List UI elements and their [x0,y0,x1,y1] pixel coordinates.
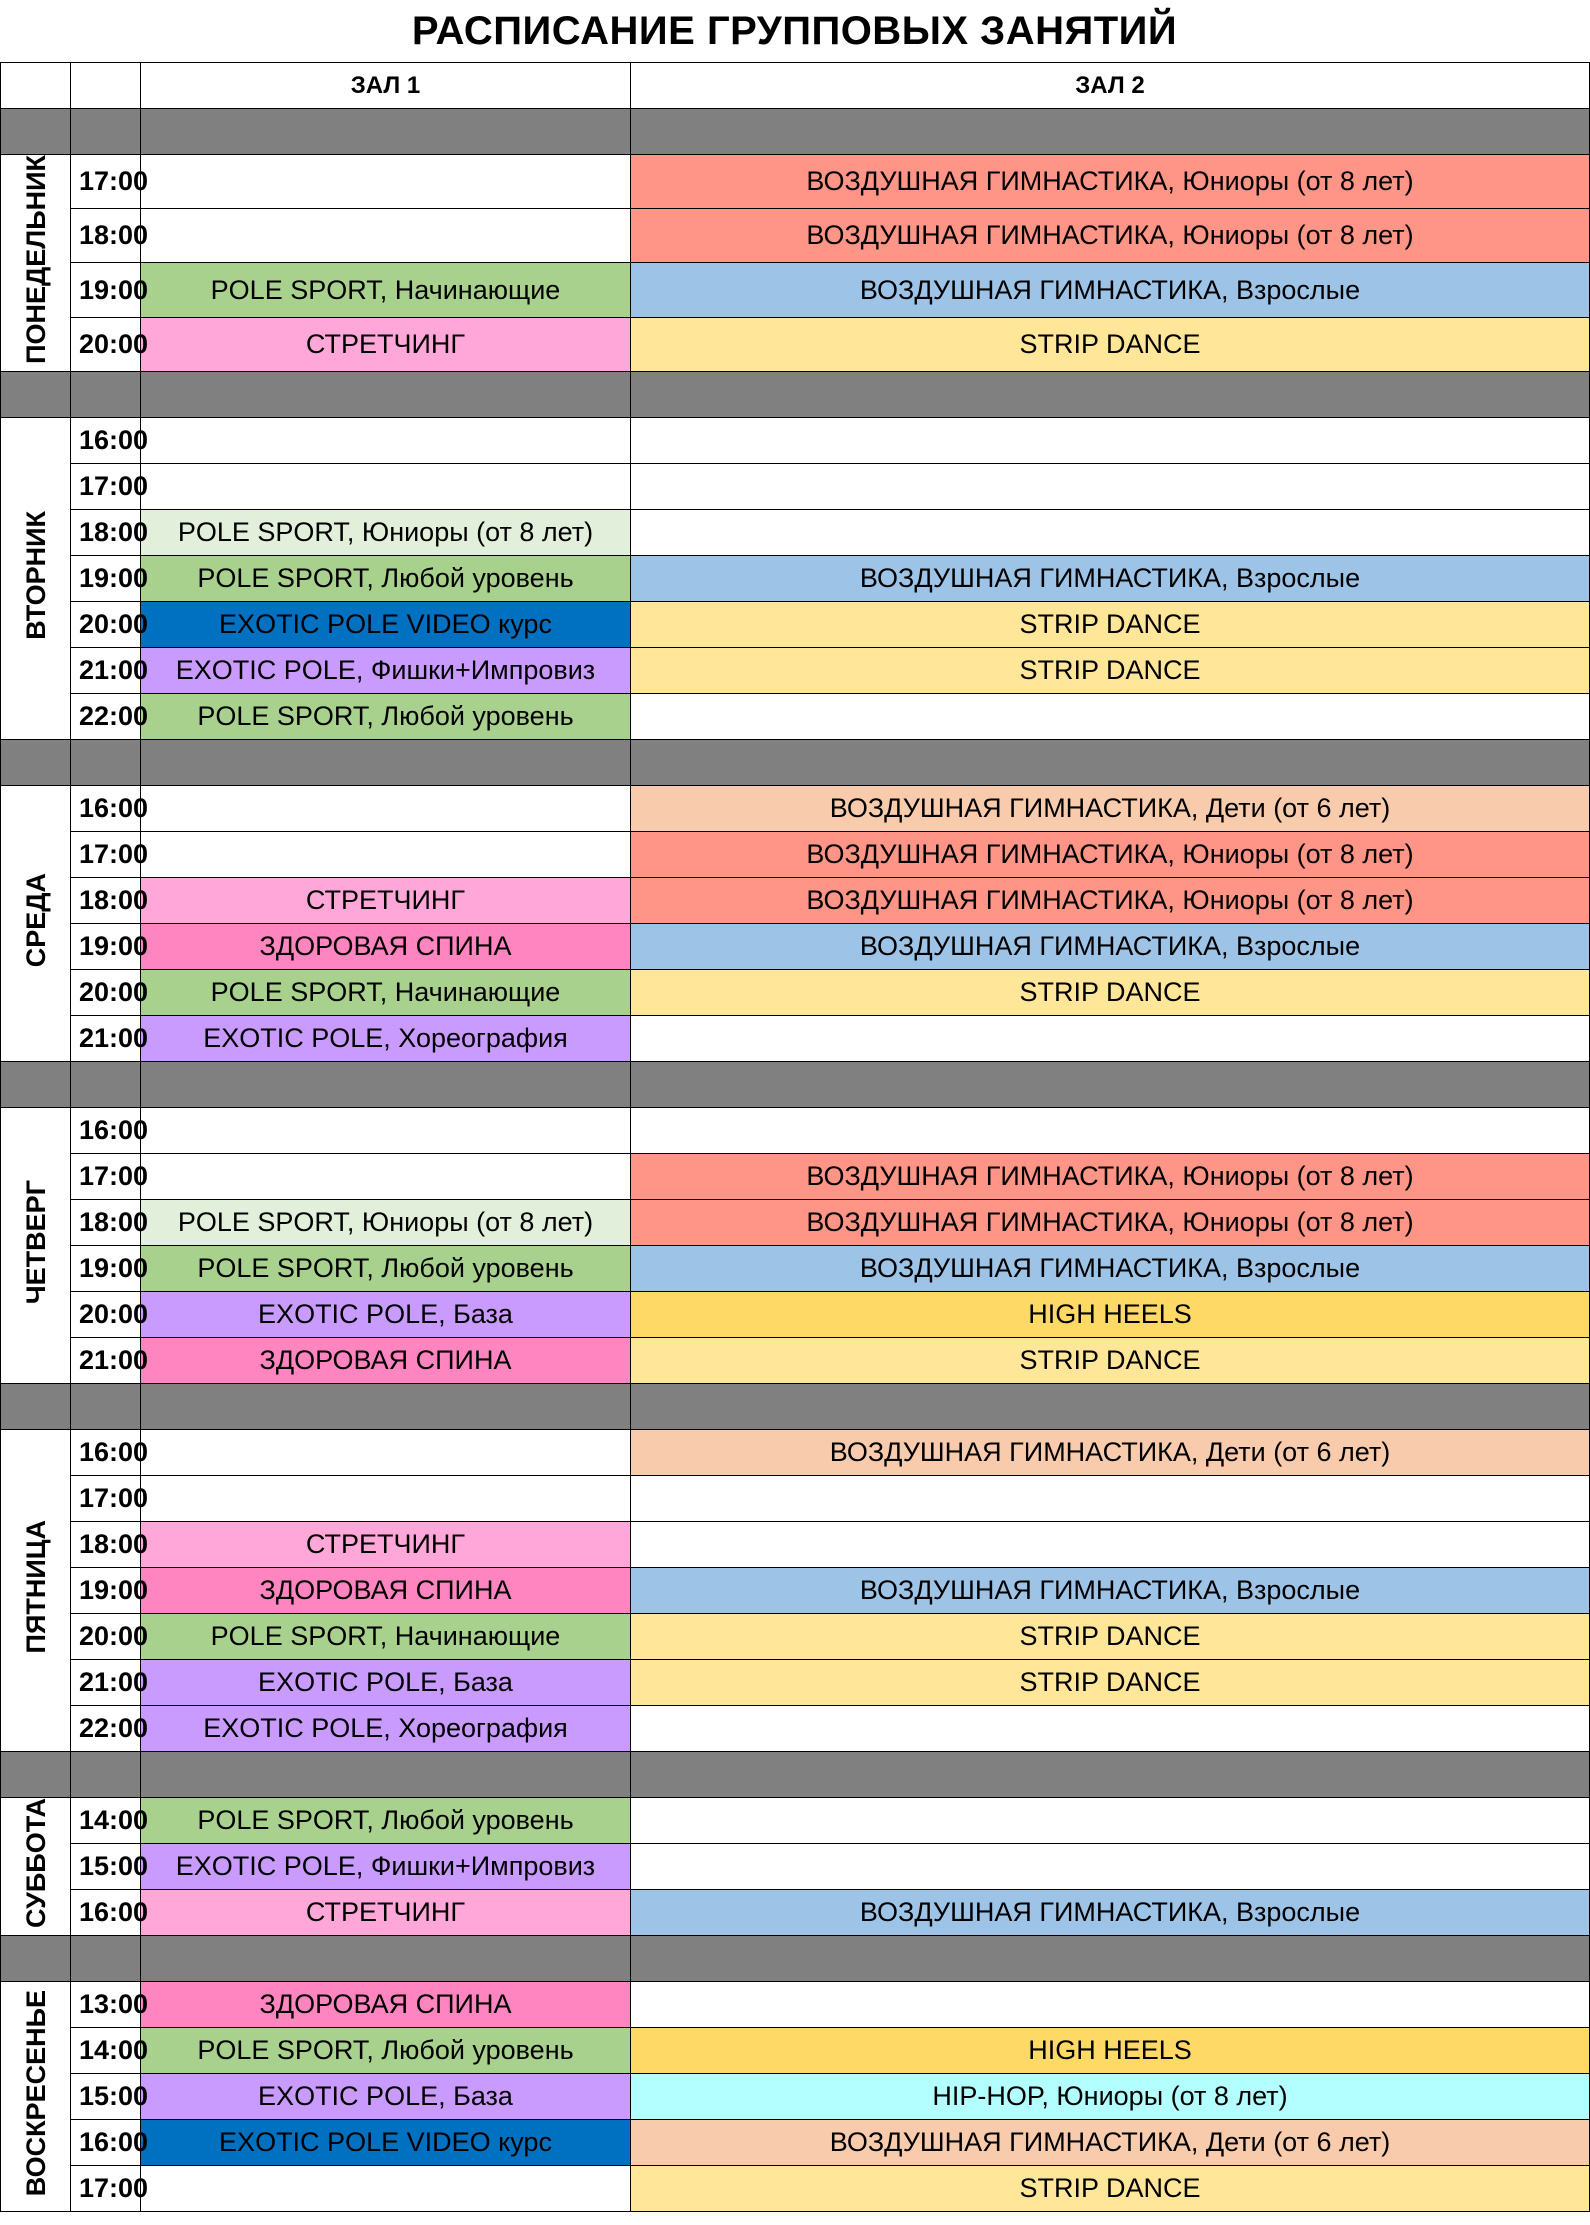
day-label-cell [1,417,71,739]
time-cell: 18:00 [71,509,141,555]
hall2-class-cell: HIGH HEELS [631,1291,1590,1337]
day-name: ВТОРНИК [20,510,51,640]
day-label-cell [1,155,71,372]
hall2-class-cell: ВОЗДУШНАЯ ГИМНАСТИКА, Юниоры (от 8 лет) [631,877,1590,923]
schedule-row [1,1153,1590,1199]
separator-cell [141,371,631,417]
day-separator-row [1,1061,1590,1107]
hall1-class-cell [141,831,631,877]
hall2-class-cell: STRIP DANCE [631,601,1590,647]
hall2-class-cell: STRIP DANCE [631,1659,1590,1705]
time-cell: 19:00 [71,1567,141,1613]
time-cell: 22:00 [71,693,141,739]
schedule-row [1,1705,1590,1751]
separator-cell [71,371,141,417]
time-cell: 16:00 [71,1107,141,1153]
separator-cell [1,739,71,785]
schedule-row [1,1659,1590,1705]
hall1-class-cell: POLE SPORT, Любой уровень [141,2027,631,2073]
header-hall1: ЗАЛ 1 [141,63,631,109]
schedule-row [1,1613,1590,1659]
schedule-row [1,2165,1590,2211]
header-day-cell [1,63,71,109]
time-cell: 16:00 [71,2119,141,2165]
hall1-class-cell: EXOTIC POLE, Хореография [141,1705,631,1751]
separator-cell [631,109,1590,155]
schedule-row [1,923,1590,969]
schedule-row [1,1521,1590,1567]
time-cell: 18:00 [71,877,141,923]
hall1-class-cell: EXOTIC POLE, База [141,1659,631,1705]
separator-cell [71,109,141,155]
time-cell: 21:00 [71,1015,141,1061]
schedule-row [1,1797,1590,1843]
day-name: ПОНЕДЕЛЬНИК [20,155,51,364]
schedule-row [1,463,1590,509]
hall2-class-cell: ВОЗДУШНАЯ ГИМНАСТИКА, Юниоры (от 8 лет) [631,831,1590,877]
day-name: ВОСКРЕСЕНЬЕ [20,1989,51,2197]
hall1-class-cell [141,1475,631,1521]
separator-cell [631,739,1590,785]
hall2-class-cell: ВОЗДУШНАЯ ГИМНАСТИКА, Взрослые [631,923,1590,969]
separator-cell [141,1061,631,1107]
time-cell: 17:00 [71,463,141,509]
separator-cell [141,1935,631,1981]
time-cell: 17:00 [71,1153,141,1199]
hall2-class-cell: STRIP DANCE [631,647,1590,693]
hall2-class-cell: ВОЗДУШНАЯ ГИМНАСТИКА, Взрослые [631,263,1590,317]
hall1-class-cell: СТРЕТЧИНГ [141,877,631,923]
schedule-row [1,877,1590,923]
time-cell: 17:00 [71,2165,141,2211]
hall2-class-cell [631,1705,1590,1751]
time-cell: 16:00 [71,1429,141,1475]
hall1-class-cell: POLE SPORT, Любой уровень [141,1797,631,1843]
header-hall2: ЗАЛ 2 [631,63,1590,109]
day-separator-row [1,109,1590,155]
time-cell: 21:00 [71,1659,141,1705]
day-label-cell [1,785,71,1061]
hall2-class-cell [631,417,1590,463]
hall1-class-cell [141,1153,631,1199]
hall1-class-cell [141,155,631,209]
schedule-table [0,62,1590,2212]
day-label-cell [1,1981,71,2211]
separator-cell [141,739,631,785]
page-title: РАСПИСАНИЕ ГРУППОВЫХ ЗАНЯТИЙ [411,9,1178,53]
schedule-row [1,317,1590,371]
time-cell: 21:00 [71,647,141,693]
schedule-row [1,1015,1590,1061]
hall2-class-cell: ВОЗДУШНАЯ ГИМНАСТИКА, Дети (от 6 лет) [631,785,1590,831]
schedule-row [1,969,1590,1015]
time-cell: 17:00 [71,831,141,877]
separator-cell [1,1383,71,1429]
time-cell: 20:00 [71,969,141,1015]
hall1-class-cell: POLE SPORT, Начинающие [141,263,631,317]
hall2-class-cell: ВОЗДУШНАЯ ГИМНАСТИКА, Дети (от 6 лет) [631,1429,1590,1475]
hall2-class-cell: STRIP DANCE [631,969,1590,1015]
time-cell: 22:00 [71,1705,141,1751]
hall2-class-cell [631,1843,1590,1889]
hall1-class-cell: EXOTIC POLE VIDEO курс [141,601,631,647]
hall1-class-cell: ЗДОРОВАЯ СПИНА [141,923,631,969]
separator-cell [71,1383,141,1429]
schedule-row [1,2073,1590,2119]
day-separator-row [1,371,1590,417]
hall2-class-cell: ВОЗДУШНАЯ ГИМНАСТИКА, Взрослые [631,1245,1590,1291]
time-cell: 18:00 [71,1521,141,1567]
schedule-row [1,209,1590,263]
schedule-row [1,155,1590,209]
day-separator-row [1,1935,1590,1981]
schedule-row [1,693,1590,739]
separator-cell [141,1751,631,1797]
day-name: СУББОТА [20,1797,51,1928]
day-label-cell [1,1797,71,1935]
hall1-class-cell: ЗДОРОВАЯ СПИНА [141,1981,631,2027]
hall1-class-cell: POLE SPORT, Начинающие [141,1613,631,1659]
hall2-class-cell [631,693,1590,739]
day-separator-row [1,1751,1590,1797]
hall2-class-cell: ВОЗДУШНАЯ ГИМНАСТИКА, Юниоры (от 8 лет) [631,1153,1590,1199]
hall2-class-cell: ВОЗДУШНАЯ ГИМНАСТИКА, Юниоры (от 8 лет) [631,1199,1590,1245]
schedule-row [1,1107,1590,1153]
hall1-class-cell: ЗДОРОВАЯ СПИНА [141,1337,631,1383]
separator-cell [1,109,71,155]
hall1-class-cell: EXOTIC POLE, База [141,2073,631,2119]
schedule-row [1,1981,1590,2027]
hall2-class-cell: STRIP DANCE [631,1337,1590,1383]
hall2-class-cell: ВОЗДУШНАЯ ГИМНАСТИКА, Взрослые [631,555,1590,601]
time-cell: 18:00 [71,1199,141,1245]
time-cell: 19:00 [71,555,141,601]
schedule-row [1,509,1590,555]
hall2-class-cell [631,1015,1590,1061]
schedule-row [1,1889,1590,1935]
time-cell: 15:00 [71,2073,141,2119]
hall2-class-cell [631,1797,1590,1843]
time-cell: 18:00 [71,209,141,263]
day-label-cell [1,1429,71,1751]
time-cell: 20:00 [71,1613,141,1659]
hall1-class-cell: EXOTIC POLE VIDEO курс [141,2119,631,2165]
time-cell: 13:00 [71,1981,141,2027]
schedule-row [1,601,1590,647]
schedule-row [1,1475,1590,1521]
hall2-class-cell: STRIP DANCE [631,317,1590,371]
schedule-row [1,1567,1590,1613]
hall2-class-cell: ВОЗДУШНАЯ ГИМНАСТИКА, Юниоры (от 8 лет) [631,209,1590,263]
schedule-row [1,785,1590,831]
schedule-row [1,1843,1590,1889]
day-separator-row [1,739,1590,785]
hall2-class-cell [631,1981,1590,2027]
schedule-row [1,1291,1590,1337]
schedule-row [1,555,1590,601]
hall1-class-cell: ЗДОРОВАЯ СПИНА [141,1567,631,1613]
header-time-cell [71,63,141,109]
time-cell: 20:00 [71,601,141,647]
time-cell: 20:00 [71,317,141,371]
schedule-row [1,1429,1590,1475]
hall1-class-cell [141,463,631,509]
schedule-row [1,1199,1590,1245]
hall1-class-cell [141,2165,631,2211]
hall1-class-cell: POLE SPORT, Начинающие [141,969,631,1015]
hall2-class-cell: STRIP DANCE [631,1613,1590,1659]
hall1-class-cell: EXOTIC POLE, Фишки+Импровиз [141,647,631,693]
separator-cell [141,109,631,155]
schedule-row [1,831,1590,877]
hall2-class-cell: ВОЗДУШНАЯ ГИМНАСТИКА, Юниоры (от 8 лет) [631,155,1590,209]
hall2-class-cell: HIGH HEELS [631,2027,1590,2073]
day-separator-row [1,1383,1590,1429]
hall1-class-cell: POLE SPORT, Любой уровень [141,555,631,601]
schedule-row [1,263,1590,317]
hall1-class-cell: EXOTIC POLE, Хореография [141,1015,631,1061]
time-cell: 14:00 [71,2027,141,2073]
hall1-class-cell: EXOTIC POLE, База [141,1291,631,1337]
hall1-class-cell [141,417,631,463]
separator-cell [631,371,1590,417]
time-cell: 16:00 [71,417,141,463]
time-cell: 17:00 [71,155,141,209]
hall2-class-cell: HIP-HOP, Юниоры (от 8 лет) [631,2073,1590,2119]
hall1-class-cell [141,1429,631,1475]
hall2-class-cell [631,463,1590,509]
hall1-class-cell: POLE SPORT, Любой уровень [141,693,631,739]
hall1-class-cell: EXOTIC POLE, Фишки+Импровиз [141,1843,631,1889]
time-cell: 17:00 [71,1475,141,1521]
hall1-class-cell: СТРЕТЧИНГ [141,317,631,371]
separator-cell [141,1383,631,1429]
day-name: ПЯТНИЦА [20,1520,51,1654]
separator-cell [71,1935,141,1981]
separator-cell [1,1061,71,1107]
hall1-class-cell: POLE SPORT, Юниоры (от 8 лет) [141,1199,631,1245]
schedule-row [1,417,1590,463]
hall2-class-cell: STRIP DANCE [631,2165,1590,2211]
separator-cell [71,1061,141,1107]
separator-cell [631,1935,1590,1981]
hall2-class-cell [631,1521,1590,1567]
time-cell: 16:00 [71,1889,141,1935]
schedule-row [1,647,1590,693]
hall2-class-cell [631,509,1590,555]
separator-cell [631,1383,1590,1429]
schedule-body [1,63,1590,2212]
separator-cell [1,1935,71,1981]
day-label-cell [1,1107,71,1383]
time-cell: 21:00 [71,1337,141,1383]
hall2-class-cell [631,1107,1590,1153]
separator-cell [631,1751,1590,1797]
hall1-class-cell: POLE SPORT, Любой уровень [141,1245,631,1291]
time-cell: 16:00 [71,785,141,831]
hall2-class-cell [631,1475,1590,1521]
hall1-class-cell: POLE SPORT, Юниоры (от 8 лет) [141,509,631,555]
hall1-class-cell: СТРЕТЧИНГ [141,1521,631,1567]
separator-cell [1,1751,71,1797]
schedule-row [1,2119,1590,2165]
time-cell: 20:00 [71,1291,141,1337]
time-cell: 19:00 [71,1245,141,1291]
hall1-class-cell [141,209,631,263]
separator-cell [71,739,141,785]
day-name: ЧЕТВЕРГ [20,1179,51,1305]
hall1-class-cell [141,1107,631,1153]
hall2-class-cell: ВОЗДУШНАЯ ГИМНАСТИКА, Взрослые [631,1567,1590,1613]
time-cell: 19:00 [71,263,141,317]
hall2-class-cell: ВОЗДУШНАЯ ГИМНАСТИКА, Дети (от 6 лет) [631,2119,1590,2165]
day-name: СРЕДА [20,872,51,968]
schedule-row [1,2027,1590,2073]
hall1-class-cell [141,785,631,831]
separator-cell [71,1751,141,1797]
time-cell: 15:00 [71,1843,141,1889]
header-row [1,63,1590,109]
separator-cell [1,371,71,417]
time-cell: 19:00 [71,923,141,969]
time-cell: 14:00 [71,1797,141,1843]
schedule-row [1,1337,1590,1383]
hall1-class-cell: СТРЕТЧИНГ [141,1889,631,1935]
hall2-class-cell: ВОЗДУШНАЯ ГИМНАСТИКА, Взрослые [631,1889,1590,1935]
schedule-row [1,1245,1590,1291]
separator-cell [631,1061,1590,1107]
